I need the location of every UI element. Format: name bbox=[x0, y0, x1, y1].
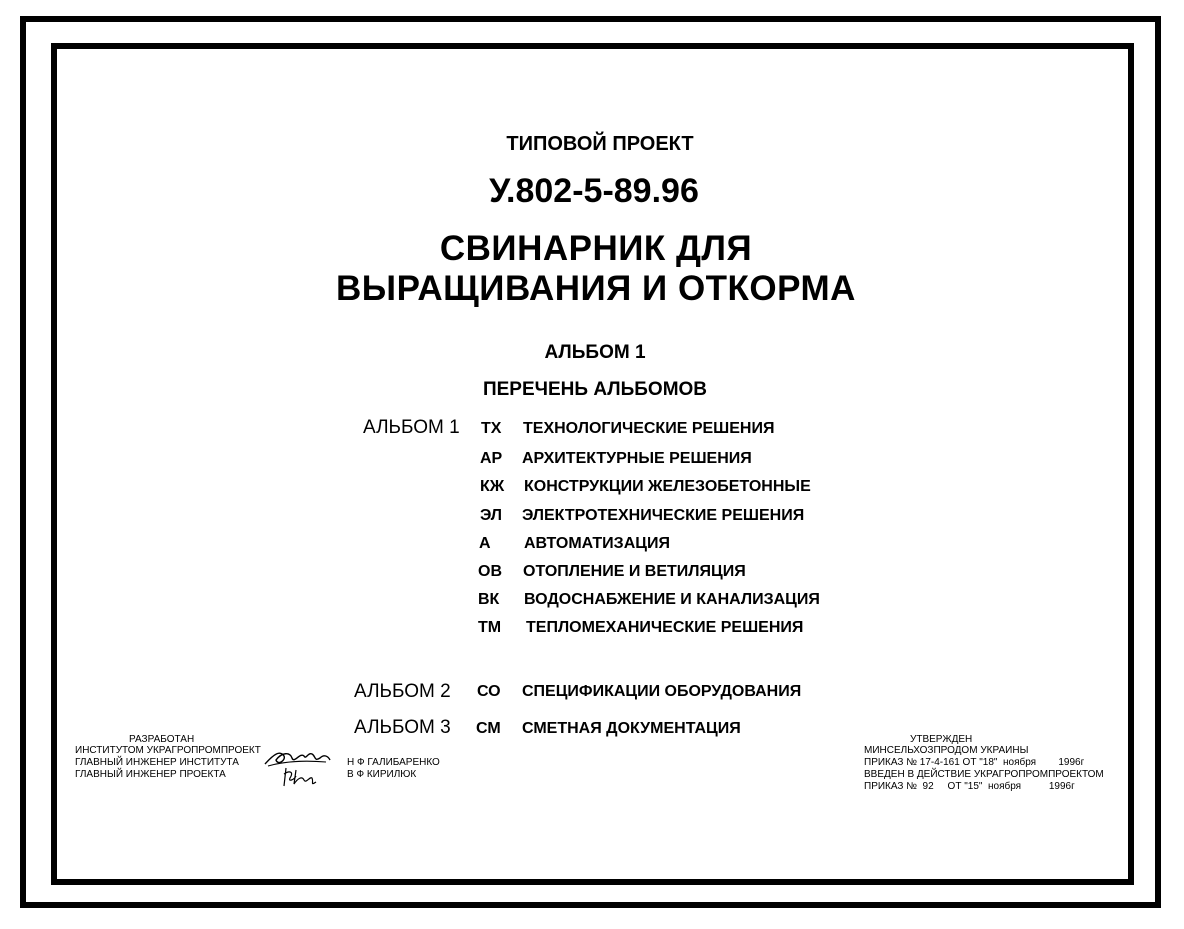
album-abbr: АР bbox=[480, 450, 503, 467]
album-desc: СМЕТНАЯ ДОКУМЕНТАЦИЯ bbox=[522, 720, 741, 737]
approval-order: ПРИКАЗ № 17-4-161 ОТ "18" ноября 1996г bbox=[864, 757, 1085, 768]
developed-heading: РАЗРАБОТАН bbox=[129, 734, 195, 745]
album-abbr: КЖ bbox=[480, 478, 505, 495]
enacted-by: ВВЕДЕН В ДЕЙСТВИЕ УКРАГРОПРОМПРОЕКТОМ bbox=[864, 769, 1104, 780]
album-list-heading: ПЕРЕЧЕНЬ АЛЬБОМОВ bbox=[482, 379, 708, 400]
album-abbr: А bbox=[479, 535, 491, 552]
album-group-label: АЛЬБОМ 1 bbox=[363, 417, 460, 438]
developed-institute: ИНСТИТУТОМ УКРАГРОПРОМПРОЕКТ bbox=[75, 745, 261, 756]
album-abbr: ОВ bbox=[478, 563, 502, 580]
approved-heading: УТВЕРЖДЕН bbox=[910, 734, 973, 745]
chief-engineer-name: Н Ф ГАЛИБАРЕНКО bbox=[347, 757, 440, 768]
album-label: АЛЬБОМ 1 bbox=[544, 342, 646, 363]
album-desc: ТЕПЛОМЕХАНИЧЕСКИЕ РЕШЕНИЯ bbox=[526, 619, 804, 636]
signature-project-engineer bbox=[280, 764, 320, 790]
album-desc: ВОДОСНАБЖЕНИЕ И КАНАЛИЗАЦИЯ bbox=[524, 591, 820, 608]
enactment-order: ПРИКАЗ № 92 ОТ "15" ноября 1996г bbox=[864, 781, 1075, 792]
album-desc: ЭЛЕКТРОТЕХНИЧЕСКИЕ РЕШЕНИЯ bbox=[522, 507, 805, 524]
album-abbr: СО bbox=[477, 683, 501, 700]
approved-by: МИНСЕЛЬХОЗПРОДОМ УКРАИНЫ bbox=[864, 745, 1029, 756]
album-desc: АВТОМАТИЗАЦИЯ bbox=[524, 535, 670, 552]
album-desc: КОНСТРУКЦИИ ЖЕЛЕЗОБЕТОННЫЕ bbox=[524, 478, 811, 495]
album-abbr: ВК bbox=[478, 591, 500, 608]
album-group-label: АЛЬБОМ 3 bbox=[354, 717, 451, 738]
project-code: У.802-5-89.96 bbox=[489, 172, 699, 210]
album-group-label: АЛЬБОМ 2 bbox=[354, 681, 451, 702]
album-desc: АРХИТЕКТУРНЫЕ РЕШЕНИЯ bbox=[522, 450, 752, 467]
project-engineer-label: ГЛАВНЫЙ ИНЖЕНЕР ПРОЕКТА bbox=[75, 769, 226, 780]
album-abbr: СМ bbox=[476, 720, 501, 737]
album-abbr: ЭЛ bbox=[480, 507, 502, 524]
album-desc: ТЕХНОЛОГИЧЕСКИЕ РЕШЕНИЯ bbox=[523, 420, 775, 437]
project-title-line1: СВИНАРНИК ДЛЯ bbox=[439, 229, 753, 268]
project-engineer-name: В Ф КИРИЛЮК bbox=[347, 769, 417, 780]
album-desc: СПЕЦИФИКАЦИИ ОБОРУДОВАНИЯ bbox=[522, 683, 802, 700]
chief-engineer-label: ГЛАВНЫЙ ИНЖЕНЕР ИНСТИТУТА bbox=[75, 757, 239, 768]
album-desc: ОТОПЛЕНИЕ И ВЕТИЛЯЦИЯ bbox=[523, 563, 746, 580]
album-abbr: ТХ bbox=[481, 420, 502, 437]
album-abbr: ТМ bbox=[478, 619, 502, 636]
project-title-line2: ВЫРАЩИВАНИЯ И ОТКОРМА bbox=[336, 269, 856, 308]
project-series: ТИПОВОЙ ПРОЕКТ bbox=[506, 133, 694, 155]
